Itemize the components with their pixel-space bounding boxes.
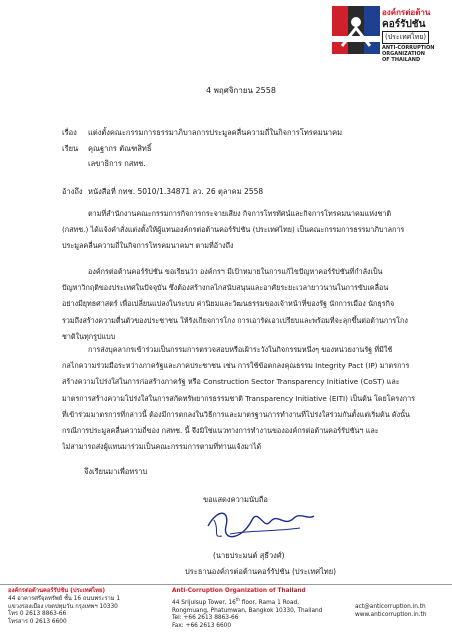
address-part: floor, Rama 1 Road,: [239, 599, 300, 606]
signature-greeting: ขอแสดงความนับถือ: [203, 495, 268, 504]
footer-english-line: [172, 596, 322, 608]
recipient-name: คุณฐากร ตัณฑสิทธิ์: [88, 144, 152, 153]
paragraph-line: ที่เข้าร่วมมาตรการที่กล่าวนี้ ต้องมีการตกลงในวิธีการและมาตรฐานการทำงานที่โปร่งใสร่วมกันตั้งแต่เริ่มต้น ดังนั้น: [62, 409, 410, 419]
reference-text: หนังสือที่ กทช. 5010/1.34871 ลว. 26 ตุลาคม 2558: [88, 187, 264, 196]
signer-title: ประธานองค์กรต่อต้านคอร์รัปชัน (ประเทศไทย): [185, 567, 337, 576]
paragraph-line: สร้างความโปร่งใสในการก่อสร้างภาครัฐ หรือ Construction Sector Transparency Initiative (CoST) และ: [62, 377, 400, 387]
footer-thai-org-name: องค์กรต่อต้านคอร์รัปชัน (ประเทศไทย): [8, 588, 106, 594]
recipient-label: เรียน: [62, 144, 79, 153]
letter-date: 4 พฤศจิกายน 2558: [206, 86, 276, 95]
paragraph-line: รวมถึงสร้างความตื่นตัวของประชาชน ให้รังเกียจการโกง การเอารัดเอาเปรียบและพร้อมที่จะลุกขึ้นต่อต้านการโกง: [62, 315, 408, 325]
subject-label: เรื่อง: [62, 128, 77, 137]
footer-thai-line: 44 อาคารศรีจุลทรัพย์ ชั้น 16 ถนนพระราม 1: [8, 595, 121, 602]
footer-divider: [0, 584, 452, 585]
reference-label: อ้างถึง: [62, 187, 83, 196]
handwritten-signature: [200, 500, 320, 546]
address-sup: th: [235, 596, 240, 602]
footer-english-line: Rongmuang, Phatumwan, Bangkok 10330, Thailand: [172, 607, 323, 614]
logo-english-line: ORGANIZATION: [382, 51, 425, 57]
footer-thai-line: โทรสาร 0 2613 6600: [8, 619, 67, 626]
footer-contact: [355, 604, 426, 620]
paragraph-line: ประมูลคลื่นความถี่ในกิจการโทรคมนาคมฯ ตามที่อ้างถึง: [62, 241, 234, 251]
logo-english-line: OF THAILAND: [382, 57, 421, 63]
footer-english-org-name: Anti-Corruption Organization of Thailand: [172, 588, 306, 594]
footer-thai-line: แขวงรองเมือง เขตปทุมวัน กรุงเทพฯ 10330: [8, 603, 118, 610]
footer-website-link[interactable]: www.anticorruption.in.th: [355, 611, 427, 618]
paragraph-line: (กสทช.) ได้แจ้งคำสั่งแต่งตั้งให้ผู้แทนองค์กรต่อต้านคอร์รัปชัน (ประเทศไทย) เป็นคณะกรรมการธรรมาภิบาลการ: [62, 225, 405, 235]
paragraph-line: การส่งบุคลากรเข้าร่วมเป็นกรรมการตรวจสอบหรือเฝ้าระวังในกิจกรรมหนึ่งๆ ของหน่วยงานรัฐ ที่มีใช้: [88, 345, 393, 354]
body-paragraph-3: [62, 342, 434, 455]
footer-email-link[interactable]: act@anticorruption.in.th: [355, 604, 426, 610]
footer-english-line: Fax: +66 2613 6600: [172, 623, 232, 630]
logo-thai-line3: (ประเทศไทย): [382, 31, 429, 44]
act-logo: [332, 6, 448, 76]
body-paragraph-2: [62, 264, 434, 345]
logo-thai-line2: คอร์รัปชัน: [382, 19, 426, 30]
footer-thai-address: [8, 588, 120, 627]
paragraph-line: อย่างมียุทธศาสตร์ เพื่อเปลี่ยนแปลงในระบบ ค่านิยมและวัฒนธรรมของเจ้าหน้าที่ของรัฐ นักการเมือง นักธุรกิจ: [62, 299, 395, 309]
logo-english-text: [382, 45, 448, 63]
closing-text: จึงเรียนมาเพื่อทราบ: [84, 467, 148, 476]
address-part: 44 Srijulsup Tower, 16: [172, 599, 236, 606]
act-logo-icon: [332, 6, 380, 54]
paragraph-line: องค์กรต่อต้านคอร์รัปชัน ขอเรียนว่า องค์กรฯ มีเป้าหมายในการแก้ไขปัญหาคอร์รัปชันที่กำลังเป็น: [88, 267, 383, 276]
paragraph-line: ไม่สามารถส่งผู้แทนมาร่วมเป็นคณะกรรมการตามที่ท่านแจ้งมาได้: [62, 442, 262, 452]
logo-english-line: ANTI-CORRUPTION: [382, 45, 435, 51]
paragraph-line: กลไกความร่วมมือระหว่างภาครัฐและภาคประชาชน เช่น การใช้ข้อตกลงคุณธรรม Integrity Pact (IP) มาตรการ: [62, 361, 410, 371]
footer-thai-line: โทร 0 2613 8863-66: [8, 611, 67, 618]
body-paragraph-1: [62, 206, 434, 255]
paragraph-line: กรณีการประมูลคลื่นความถี่ของ กสทช. นี้ จึงมิใช่แนวทางการทำงานขององค์กรต่อต้านคอร์รัปชันฯ และ: [62, 426, 379, 436]
footer-english-line: Tel: +66 2613 8863-66: [172, 615, 239, 622]
paragraph-line: มาตรการสร้างความโปร่งใสในการสกัดทรัพยากรธรรมชาติ Transparency Initiative (EITI) เป็นต้น โดยโครงการ: [62, 393, 416, 403]
paragraph-line: ตามที่สำนักงานคณะกรรมการกิจการกระจายเสียง กิจการโทรทัศน์และกิจการโทรคมนาคมแห่งชาติ: [88, 209, 392, 218]
signer-name: (นายประมนต์ สุธีวงศ์): [213, 551, 285, 560]
paragraph-line: ชาติในทุกรูปแบบ: [62, 331, 116, 341]
paragraph-line: ปัญหาวิกฤติของประเทศในปัจจุบัน ซึ่งต้องสร้างกลไกสนับสนุนและอาศัยระยะเวลายาวนานในการขับเคลื่อน: [62, 283, 389, 293]
recipient-title: เลขาธิการ กสทช.: [88, 159, 146, 168]
subject-text: แต่งตั้งคณะกรรมการธรรมาภิบาลการประมูลคลื่นความถี่ในกิจการโทรคมนาคม: [88, 128, 343, 137]
footer-english-address: [172, 588, 322, 631]
logo-thai-line1: องค์กรต่อต้าน: [382, 8, 431, 17]
